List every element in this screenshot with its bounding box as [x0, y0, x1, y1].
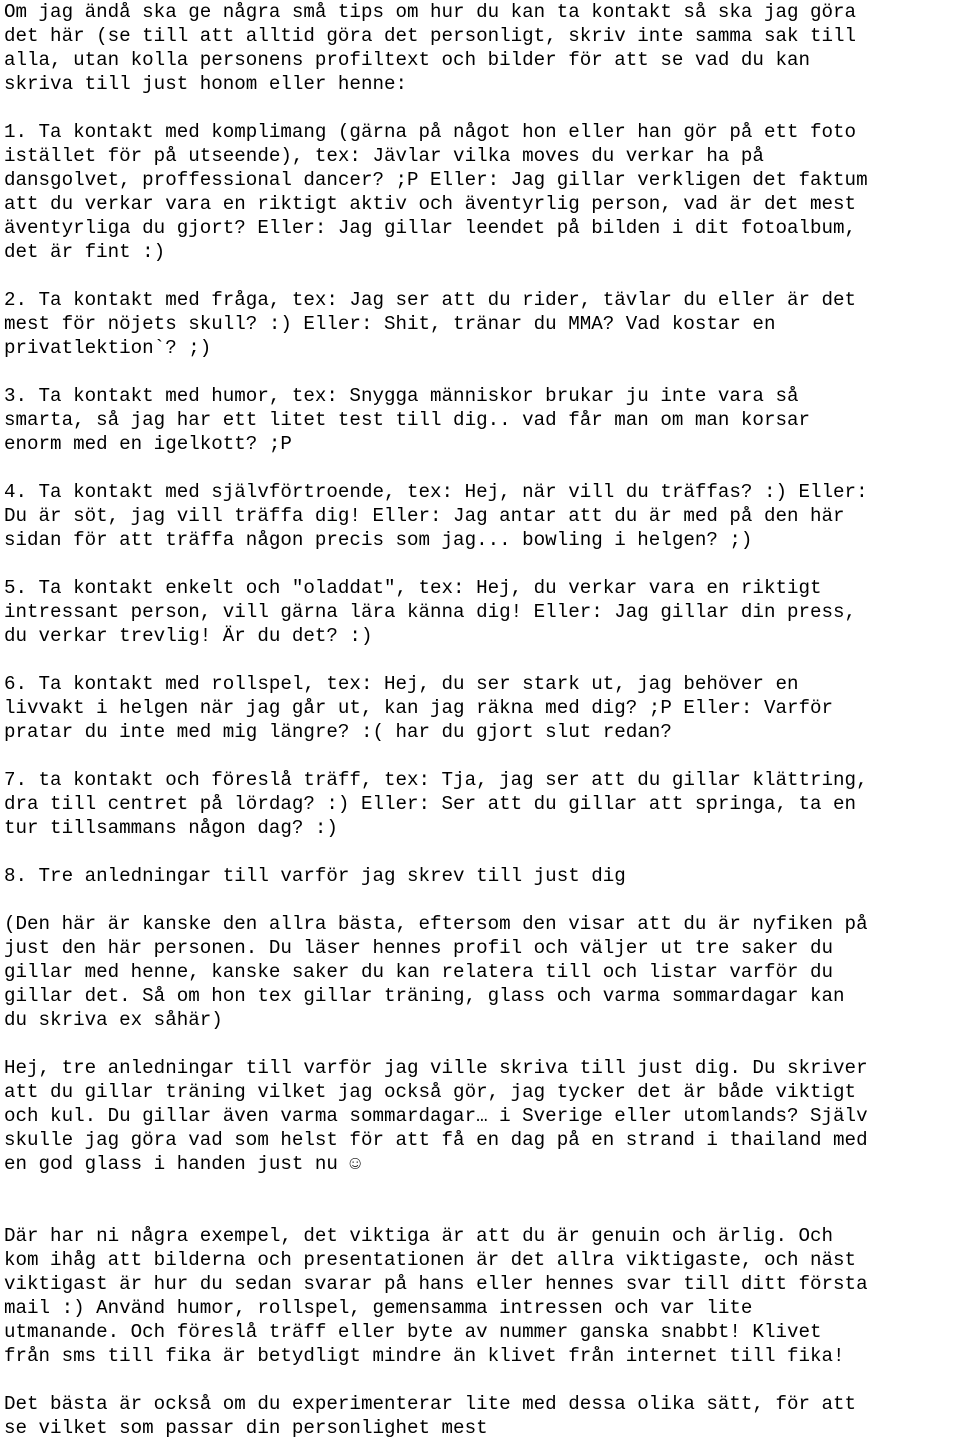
paragraph: [4, 1056, 959, 1176]
text-line: intressant person, vill gärna lära känna dig! Eller: Jag gillar din press,: [4, 601, 857, 623]
text-line: och kul. Du gillar även varma sommardagar… i Sverige eller utomlands? Själv: [4, 1105, 868, 1127]
paragraph: [4, 576, 959, 648]
paragraph-gap: [4, 840, 959, 864]
text-line: mest för nöjets skull? :) Eller: Shit, tränar du MMA? Vad kostar en: [4, 313, 776, 335]
text-line: du skriva ex såhär): [4, 1009, 223, 1031]
document-body: [4, 0, 959, 1440]
text-line: att du gillar träning vilket jag också gör, jag tycker det är både viktigt: [4, 1081, 857, 1103]
text-line: skriva till just honom eller henne:: [4, 73, 408, 95]
text-line: 7. ta kontakt och föreslå träff, tex: Tja, jag ser att du gillar klättring,: [4, 769, 868, 791]
text-line: se vilket som passar din personlighet mest: [4, 1417, 488, 1439]
text-line: 6. Ta kontakt med rollspel, tex: Hej, du ser stark ut, jag behöver en: [4, 673, 799, 695]
paragraph-gap: [4, 264, 959, 288]
text-line: Hej, tre anledningar till varför jag ville skriva till just dig. Du skriver: [4, 1057, 868, 1079]
paragraph: [4, 384, 959, 456]
text-line: det är fint :): [4, 241, 166, 263]
text-line: gillar med henne, kanske saker du kan relatera till och listar varför du: [4, 961, 834, 983]
text-line: just den här personen. Du läser hennes profil och väljer ut tre saker du: [4, 937, 834, 959]
text-line: enorm med en igelkott? ;P: [4, 433, 292, 455]
paragraph: [4, 480, 959, 552]
text-line: gillar det. Så om hon tex gillar träning, glass och varma sommardagar kan: [4, 985, 845, 1007]
text-line: kom ihåg att bilderna och presentationen är det allra viktigaste, och näst: [4, 1249, 857, 1271]
text-line: 5. Ta kontakt enkelt och "oladdat", tex: Hej, du verkar vara en riktigt: [4, 577, 822, 599]
text-line: utmanande. Och föreslå träff eller byte av nummer ganska snabbt! Klivet: [4, 1321, 822, 1343]
text-line: dansgolvet, proffessional dancer? ;P Eller: Jag gillar verkligen det faktum: [4, 169, 868, 191]
paragraph-gap: [4, 96, 959, 120]
text-line: Om jag ändå ska ge några små tips om hur du kan ta kontakt så ska jag göra: [4, 1, 857, 23]
paragraph: [4, 912, 959, 1032]
paragraph-gap: [4, 1032, 959, 1056]
paragraph-gap: [4, 1368, 959, 1392]
paragraph-gap: [4, 360, 959, 384]
text-line: 1. Ta kontakt med komplimang (gärna på något hon eller han gör på ett foto: [4, 121, 857, 143]
text-line: privatlektion`? ;): [4, 337, 212, 359]
paragraph: [4, 120, 959, 264]
text-line: 4. Ta kontakt med självförtroende, tex: Hej, när vill du träffas? :) Eller:: [4, 481, 868, 503]
text-line: det här (se till att alltid göra det personligt, skriv inte samma sak till: [4, 25, 857, 47]
paragraph-gap: [4, 1200, 959, 1224]
text-line: Där har ni några exempel, det viktiga är att du är genuin och ärlig. Och: [4, 1225, 834, 1247]
text-line: tur tillsammans någon dag? :): [4, 817, 338, 839]
paragraph-gap: [4, 552, 959, 576]
text-line: äventyrliga du gjort? Eller: Jag gillar leendet på bilden i dit fotoalbum,: [4, 217, 857, 239]
paragraph: [4, 1224, 959, 1368]
text-line: från sms till fika är betydligt mindre än klivet från internet till fika!: [4, 1345, 845, 1367]
text-line: att du verkar vara en riktigt aktiv och äventyrlig person, vad är det mest: [4, 193, 857, 215]
text-line: livvakt i helgen när jag går ut, kan jag räkna med dig? ;P Eller: Varför: [4, 697, 834, 719]
text-line: skulle jag göra vad som helst för att få en dag på en strand i thailand med: [4, 1129, 868, 1151]
paragraph: [4, 0, 959, 96]
text-line: 8. Tre anledningar till varför jag skrev till just dig: [4, 865, 626, 887]
text-line: viktigast är hur du sedan svarar på hans eller hennes svar till ditt första: [4, 1273, 868, 1295]
text-line: (Den här är kanske den allra bästa, eftersom den visar att du är nyfiken på: [4, 913, 868, 935]
paragraph: [4, 864, 959, 888]
text-line: Du är söt, jag vill träffa dig! Eller: Jag antar att du är med på den här: [4, 505, 845, 527]
text-line: dra till centret på lördag? :) Eller: Ser att du gillar att springa, ta en: [4, 793, 857, 815]
text-line: 2. Ta kontakt med fråga, tex: Jag ser att du rider, tävlar du eller är det: [4, 289, 857, 311]
text-line: mail :) Använd humor, rollspel, gemensamma intressen och var lite: [4, 1297, 753, 1319]
paragraph: [4, 1392, 959, 1440]
paragraph-gap: [4, 888, 959, 912]
text-line: 3. Ta kontakt med humor, tex: Snygga människor brukar ju inte vara så: [4, 385, 799, 407]
text-line: du verkar trevlig! Är du det? :): [4, 625, 373, 647]
paragraph-gap: [4, 744, 959, 768]
text-line: istället för på utseende), tex: Jävlar vilka moves du verkar ha på: [4, 145, 764, 167]
paragraph-gap: [4, 648, 959, 672]
paragraph-gap: [4, 456, 959, 480]
paragraph: [4, 672, 959, 744]
text-line: alla, utan kolla personens profiltext och bilder för att se vad du kan: [4, 49, 811, 71]
paragraph: [4, 768, 959, 840]
text-line: smarta, så jag har ett litet test till dig.. vad får man om man korsar: [4, 409, 811, 431]
paragraph-gap: [4, 1176, 959, 1200]
text-line: Det bästa är också om du experimenterar lite med dessa olika sätt, för att: [4, 1393, 857, 1415]
paragraph: [4, 288, 959, 360]
text-line: pratar du inte med mig längre? :( har du gjort slut redan?: [4, 721, 672, 743]
text-line: en god glass i handen just nu ☺: [4, 1153, 361, 1175]
text-line: sidan för att träffa någon precis som jag... bowling i helgen? ;): [4, 529, 753, 551]
